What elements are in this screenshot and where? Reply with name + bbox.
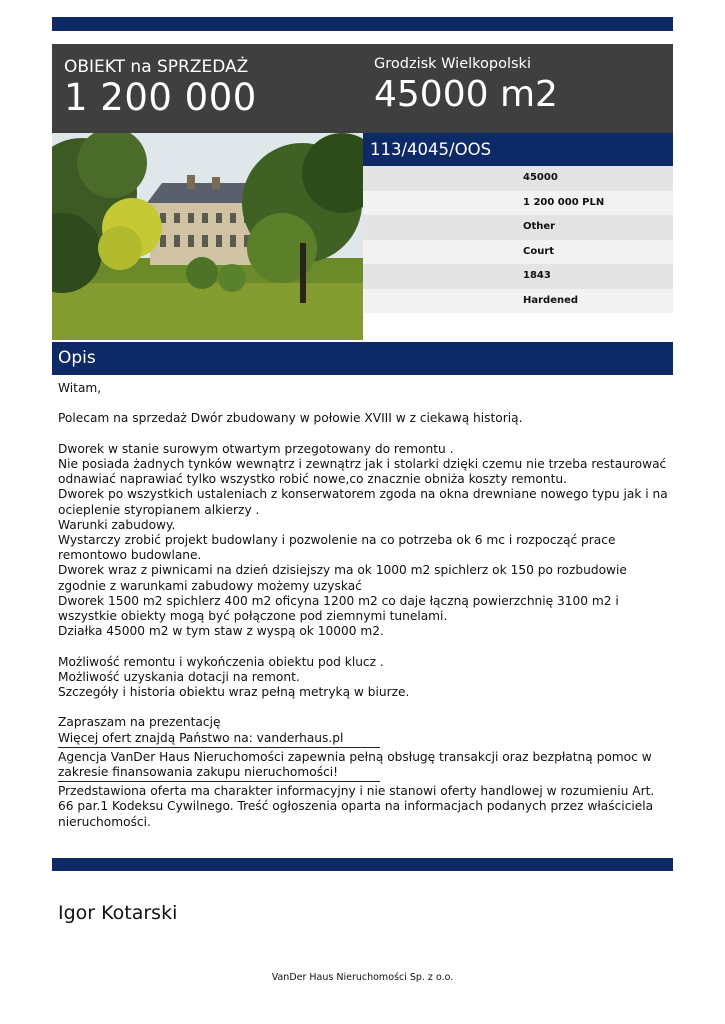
description-paragraph: Możliwość uzyskania dotacji na remont. xyxy=(58,669,300,684)
offer-header xyxy=(52,44,673,133)
param-row-access: Hardened xyxy=(363,289,673,314)
offer-type-label: OBIEKT na SPRZEDAŻ xyxy=(64,57,249,77)
description-paragraph: Szczegóły i historia obiektu wraz pełną metryką w biurze. xyxy=(58,685,410,700)
param-row-year: 1843 xyxy=(363,264,673,289)
description-paragraph: Zapraszam na prezentację xyxy=(58,715,221,730)
agency-note: Agencja VanDer Haus Nieruchomości zapewnia pełną obsługę transakcji oraz bezpłatną pomoc w zakresie finansowania zakupu nieruchomości! xyxy=(58,749,652,780)
description-paragraph: Witam, xyxy=(58,381,102,395)
top-accent-bar xyxy=(52,17,673,31)
description-paragraph: Dworek w stanie surowym otwartym przegotowany do remontu . xyxy=(58,441,454,456)
description-paragraph: Działka 45000 m2 w tym staw z wyspą ok 10000 m2. xyxy=(58,624,384,639)
property-photo xyxy=(52,133,363,340)
description-paragraph: Dworek wraz z piwnicami na dzień dzisiejszy ma ok 1000 m2 spichlerz ok 150 po rozbudowie zgodnie z warunkami zabudowy możemy uzyskać xyxy=(58,563,627,593)
description-paragraph: Dworek 1500 m2 spichlerz 400 m2 oficyna 1200 m2 co daje łączną powierzchnię 3100 m2 i wszystkie obiekty mogą być połączone pod ziemnymi tunelami. xyxy=(58,593,619,624)
legal-disclaimer: Przedstawiona oferta ma charakter informacyjny i nie stanowi oferty handlowej w rozumieniu Art. 66 par.1 Kodeksu Cywilnego. Treść ogłoszenia oparta na informacjach podanych przez właściciela nieruchomości. xyxy=(58,784,655,829)
separator-line xyxy=(58,747,380,748)
param-row-price: 1 200 000 PLN xyxy=(363,191,673,216)
description-paragraph: Polecam na sprzedaż Dwór zbudowany w połowie XVIII w z ciekawą historią. xyxy=(58,411,523,426)
param-row-type: Other xyxy=(363,215,673,240)
footer-company: VanDer Haus Nieruchomości Sp. z o.o. xyxy=(271,972,454,983)
param-row-category: Court xyxy=(363,240,673,265)
description-paragraph: Nie posiada żadnych tynków wewnątrz i zewnątrz jak i stolarki dzięki czemu nie trzeba restaurować odnawiać naprawiać tylko wszystko robić nowe,co znacznie obniża koszty remontu. xyxy=(58,456,667,487)
offer-price: 1 200 000 xyxy=(64,76,257,119)
description-body xyxy=(58,381,670,830)
description-section-title: Opis xyxy=(52,342,673,375)
offer-city: Grodzisk Wielkopolski xyxy=(374,56,531,72)
param-row-area: 45000 xyxy=(363,166,673,191)
description-paragraph: Możliwość remontu i wykończenia obiektu pod klucz . xyxy=(58,654,384,669)
bottom-accent-bar xyxy=(52,858,673,871)
offer-area: 45000 m2 xyxy=(374,74,558,115)
description-paragraph: Więcej ofert znajdą Państwo na: vanderhaus.pl xyxy=(58,730,344,745)
description-paragraph: Dworek po wszystkich ustaleniach z konserwatorem zgoda na okna drewniane nowego typu jak i na ocieplenie styropianem alkierzy . xyxy=(58,487,668,517)
offer-code-bar: 113/4045/OOS xyxy=(363,133,673,166)
description-paragraph: Wystarczy zrobić projekt budowlany i pozwolenie na co potrzeba ok 6 mc i rozpocząć prace remontowo budowlane. xyxy=(58,533,616,563)
description-paragraph: Warunki zabudowy. xyxy=(58,517,176,532)
agent-name: Igor Kotarski xyxy=(58,902,178,924)
params-table xyxy=(363,166,673,313)
separator-line xyxy=(58,781,380,782)
